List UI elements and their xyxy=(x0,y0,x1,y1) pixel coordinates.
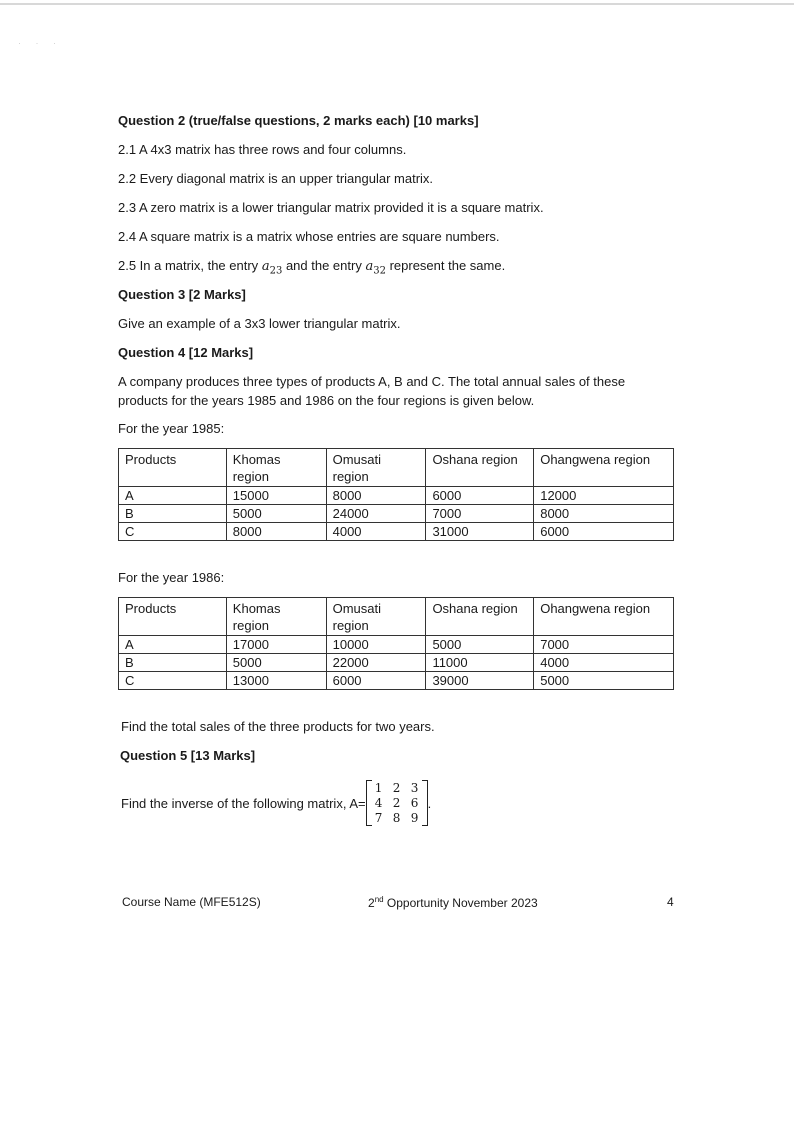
header-ohangwena: Ohangwena region xyxy=(534,449,674,487)
table-cell: 13000 xyxy=(226,672,326,690)
table-cell: 5000 xyxy=(534,672,674,690)
matrix-entry: 3 xyxy=(410,780,419,795)
header-products: Products xyxy=(119,449,227,487)
question-4-title: Question 4 [12 Marks] xyxy=(118,345,254,360)
table-cell: 39000 xyxy=(426,672,534,690)
scan-speck: · · · xyxy=(18,38,62,48)
table-cell: 8000 xyxy=(534,505,674,523)
matrix-entry: 2 xyxy=(392,795,401,810)
matrix-entry: 9 xyxy=(410,810,419,825)
table-cell: B xyxy=(119,654,227,672)
table-cell: 6000 xyxy=(534,523,674,541)
table-row xyxy=(119,487,674,505)
table-cell: A xyxy=(119,487,227,505)
question-2-3: 2.3 A zero matrix is a lower triangular matrix provided it is a square matrix. xyxy=(118,200,544,215)
question-2-5 xyxy=(118,258,505,277)
table-cell: 31000 xyxy=(426,523,534,541)
table-row xyxy=(119,636,674,654)
year-1986-label: For the year 1986: xyxy=(118,570,225,585)
question-2-5-suffix: represent the same. xyxy=(389,258,506,273)
table-row xyxy=(119,672,674,690)
question-3-title: Question 3 [2 Marks] xyxy=(118,287,246,302)
matrix-entry: 8 xyxy=(392,810,401,825)
table-cell: 4000 xyxy=(326,523,426,541)
question-5-end: . xyxy=(427,795,432,811)
question-5-statement xyxy=(118,777,431,829)
table-cell: 22000 xyxy=(326,654,426,672)
table-cell: 5000 xyxy=(226,505,326,523)
header-khomas: Khomas region xyxy=(226,449,326,487)
question-2-5-prefix: 2.5 In a matrix, the entry xyxy=(118,258,259,273)
question-4-task: Find the total sales of the three products for two years. xyxy=(121,719,435,734)
table-cell: A xyxy=(119,636,227,654)
question-3-text: Give an example of a 3x3 lower triangular matrix. xyxy=(118,316,401,331)
matrix-entry: 2 xyxy=(392,780,401,795)
table-cell: C xyxy=(119,523,227,541)
table-cell: 6000 xyxy=(426,487,534,505)
footer-course-name: Course Name (MFE512S) xyxy=(122,895,261,909)
table-cell: 4000 xyxy=(534,654,674,672)
table-row xyxy=(119,523,674,541)
question-2-5-mid: and the entry xyxy=(285,258,362,273)
question-2-2: 2.2 Every diagonal matrix is an upper triangular matrix. xyxy=(118,171,434,186)
entry-a23: $a_{23}$ xyxy=(261,259,283,277)
matrix-entry: 7 xyxy=(374,810,383,825)
header-omusati: Omusati region xyxy=(326,449,426,487)
matrix-entry: 1 xyxy=(374,780,383,795)
matrix-entry: 6 xyxy=(410,795,419,810)
table-cell: 24000 xyxy=(326,505,426,523)
question-4-intro: A company produces three types of products A, B and C. The total annual sales of these products for the years 1985 and 1986 on the four regions is given below. xyxy=(118,374,626,408)
question-5-title: Question 5 [13 Marks] xyxy=(120,748,256,763)
header-oshana: Oshana region xyxy=(426,598,534,636)
table-cell: 5000 xyxy=(226,654,326,672)
table-cell: 5000 xyxy=(426,636,534,654)
table-cell: 8000 xyxy=(226,523,326,541)
question-2-title: Question 2 (true/false questions, 2 marks each) [10 marks] xyxy=(118,113,479,128)
matrix-a xyxy=(372,781,422,826)
header-ohangwena: Ohangwena region xyxy=(534,598,674,636)
table-row xyxy=(119,505,674,523)
question-2-1: 2.1 A 4x3 matrix has three rows and four columns. xyxy=(118,142,407,157)
table-cell: 7000 xyxy=(534,636,674,654)
header-products: Products xyxy=(119,598,227,636)
table-cell: 7000 xyxy=(426,505,534,523)
matrix-entry: 4 xyxy=(374,795,383,810)
scan-top-edge xyxy=(0,3,794,5)
footer-page-number: 4 xyxy=(667,895,674,909)
table-cell: 12000 xyxy=(534,487,674,505)
table-cell: 15000 xyxy=(226,487,326,505)
footer-opportunity: 2nd Opportunity November 2023 xyxy=(368,895,538,910)
table-cell: 17000 xyxy=(226,636,326,654)
table-cell: 8000 xyxy=(326,487,426,505)
header-oshana: Oshana region xyxy=(426,449,534,487)
table-cell: B xyxy=(119,505,227,523)
table-cell: 10000 xyxy=(326,636,426,654)
entry-a32: $a_{32}$ xyxy=(365,259,386,277)
table-header-row xyxy=(119,598,674,636)
year-1985-label: For the year 1985: xyxy=(118,421,225,436)
sales-table-1985 xyxy=(118,448,674,541)
table-cell: 6000 xyxy=(326,672,426,690)
table-row xyxy=(119,654,674,672)
table-cell: C xyxy=(119,672,227,690)
question-2-4: 2.4 A square matrix is a matrix whose entries are square numbers. xyxy=(118,229,500,244)
question-5-text: Find the inverse of the following matrix, A= xyxy=(121,795,366,811)
header-khomas: Khomas region xyxy=(226,598,326,636)
sales-table-1986 xyxy=(118,597,674,690)
table-header-row xyxy=(119,449,674,487)
header-omusati: Omusati region xyxy=(326,598,426,636)
table-cell: 11000 xyxy=(426,654,534,672)
